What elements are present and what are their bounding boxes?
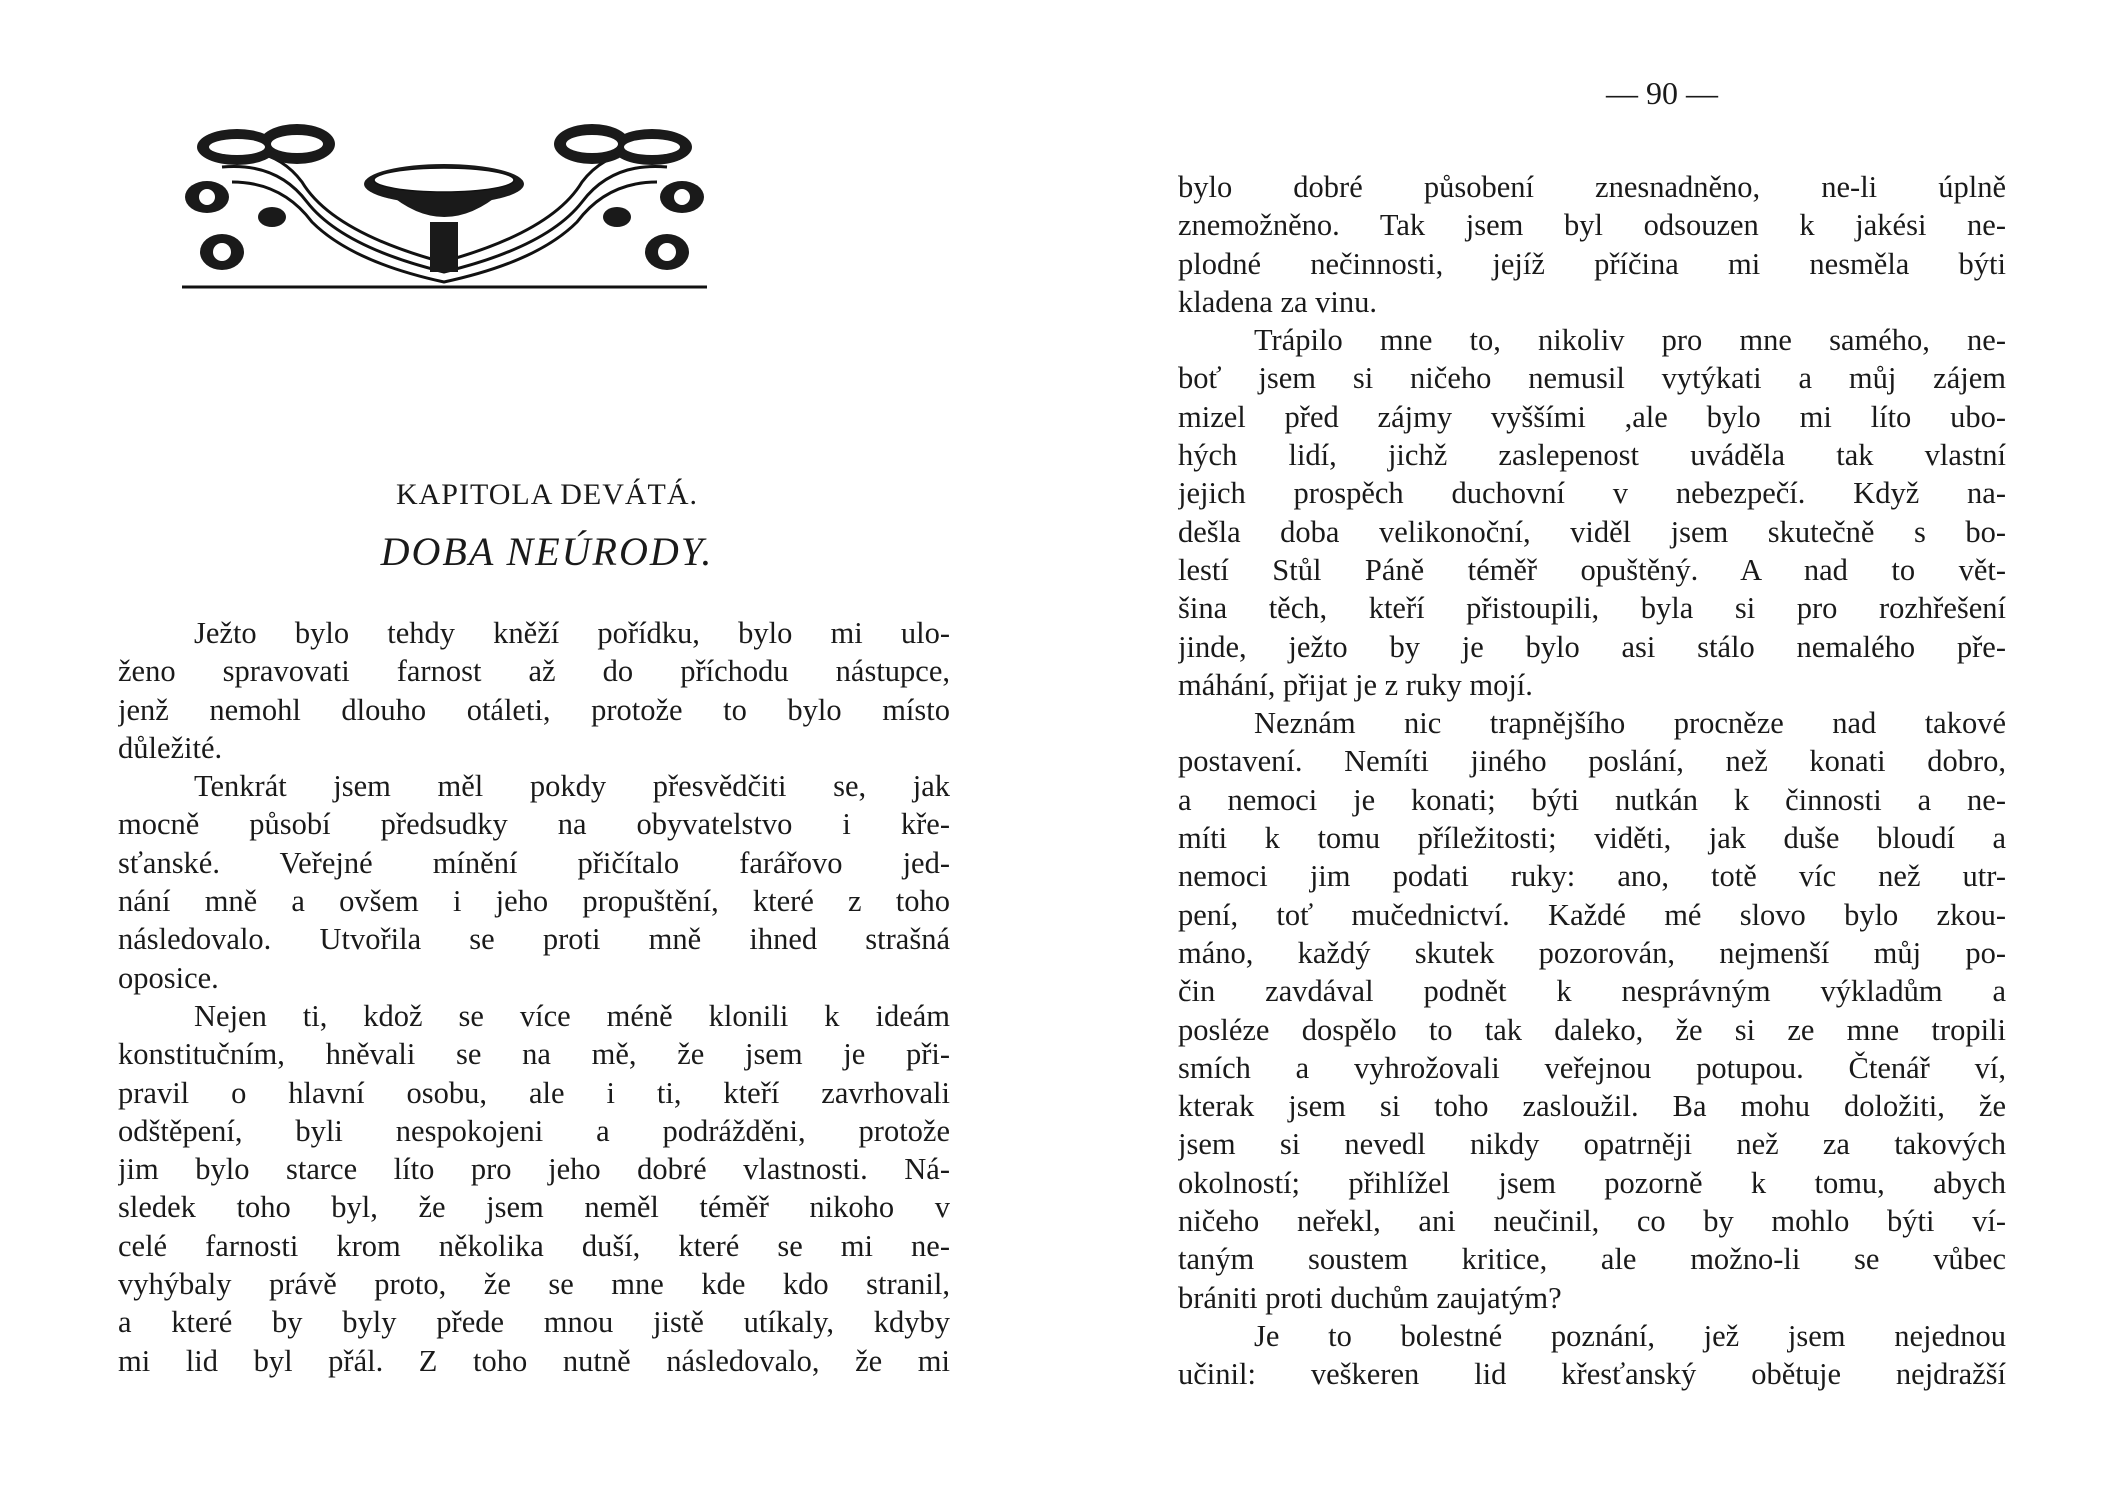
text-line: nání mně a ovšem i jeho propuštění, které z toho: [118, 884, 950, 919]
text-line: Je to bolestné poznání, jež jsem nejednou: [1254, 1318, 2006, 1353]
text-line: celé farnosti krom několika duší, které se mi ne-: [118, 1228, 950, 1263]
text-line: šina těch, kteří přistoupili, byla si pro rozhřešení: [1178, 591, 2006, 626]
text-line: a nemoci je konati; býti nutkán k činnosti a ne-: [1178, 782, 2006, 817]
text-line: plodné nečinnosti, jejíž příčina mi nesměla býti: [1178, 246, 2006, 281]
text-line: bylo dobré působení znesnadněno, ne-li úplně: [1178, 170, 2006, 204]
text-line: hých lidí, jichž zaslepenost uváděla tak vlastní: [1178, 438, 2006, 473]
text-line: jejich prospěch duchovní v nebezpečí. Když na-: [1178, 476, 2006, 511]
text-line: postavení. Nemíti jiného poslání, než konati dobro,: [1178, 744, 2006, 779]
text-line: kladena za vinu.: [1178, 284, 1378, 319]
art-nouveau-ornament-icon: [182, 122, 707, 292]
right-page: [1054, 0, 2108, 1500]
text-line: boť jsem si ničeho nemusil vytýkati a můj zájem: [1178, 361, 2006, 396]
text-line: konstitučním, hněvali se na mě, že jsem je při-: [118, 1037, 950, 1072]
text-line: sťanské. Veřejné mínění přičítalo farářovo jed-: [118, 845, 950, 880]
text-line: dešla doba velikonoční, viděl jsem skutečně s bo-: [1178, 514, 2006, 549]
page-number: — 90 —: [1606, 75, 1718, 111]
text-line: máno, každý skutek pozorován, nejmenší můj po-: [1178, 935, 2006, 970]
text-line: znemožněno. Tak jsem byl odsouzen k jakési ne-: [1178, 208, 2006, 243]
text-line: následovalo. Utvořila se proti mně ihned strašná: [118, 922, 950, 957]
text-line: ničeho neřekl, ani neučinil, co by mohlo býti ví-: [1178, 1204, 2006, 1239]
text-line: lestí Stůl Páně téměř opuštěný. A nad to vět-: [1178, 552, 2006, 587]
text-line: ženo spravovati farnost až do příchodu nástupce,: [118, 654, 950, 689]
text-line: Neznám nic trapnějšího procněze nad takové: [1254, 706, 2006, 741]
text-line: jenž nemohl dlouho otáleti, protože to bylo místo: [118, 692, 950, 727]
text-line: čin zavdával podnět k nesprávným výkladům a: [1178, 974, 2006, 1009]
text-line: pravil o hlavní osobu, ale i ti, kteří zavrhovali: [118, 1075, 950, 1110]
text-line: mi lid byl přál. Z toho nutně následovalo, že mi: [118, 1343, 950, 1378]
text-line: okolností; přihlížel jsem pozorně k tomu, abych: [1178, 1165, 2006, 1200]
chapter-title: DOBA NEÚRODY.: [380, 529, 714, 574]
text-line: jsem si nevedl nikdy opatrněji než za takových: [1178, 1127, 2006, 1162]
text-line: jim bylo starce líto pro jeho dobré vlastnosti. Ná-: [118, 1152, 950, 1187]
text-line: máhání, přijat je z ruky mojí.: [1178, 667, 1533, 702]
text-line: pení, toť mučednictví. Každé mé slovo bylo zkou-: [1178, 897, 2006, 932]
text-line: a které by byly přede mnou jistě utíkaly, kdyby: [118, 1305, 950, 1340]
right-page-body: [1178, 168, 2006, 1394]
text-line: mocně působí předsudky na obyvatelstvo i kře-: [118, 807, 950, 842]
text-line: posléze dospělo to tak daleko, že si ze mne tropili: [1178, 1012, 2006, 1047]
text-line: odštěpení, byli nespokojeni a podrážděni, protože: [118, 1113, 950, 1148]
text-line: sledek toho byl, že jsem neměl téměř nikoho v: [118, 1190, 950, 1225]
text-line: mizel před zájmy vyššími ,ale bylo mi líto ubo-: [1178, 399, 2006, 434]
chapter-label: KAPITOLA DEVÁTÁ.: [395, 478, 699, 511]
text-line: kterak jsem si toho zasloužil. Ba mohu doložiti, že: [1178, 1089, 2006, 1124]
text-line: Trápilo mne to, nikoliv pro mne samého, ne-: [1254, 323, 2006, 358]
text-line: Tenkrát jsem měl pokdy přesvědčiti se, jak: [194, 769, 950, 804]
text-line: důležité.: [118, 730, 223, 765]
text-line: nemoci jim podati ruky: ano, totě víc než utr-: [1178, 859, 2006, 894]
text-line: jinde, ježto by je bylo asi stálo nemalého pře-: [1178, 629, 2006, 664]
text-line: Ježto bylo tehdy kněží pořídku, bylo mi ulo-: [194, 616, 950, 650]
text-line: učinil: veškeren lid křesťanský obětuje nejdražší: [1178, 1357, 2006, 1392]
text-line: vyhýbaly právě proto, že se mne kde kdo stranil,: [118, 1267, 950, 1302]
left-page-body: [118, 614, 950, 1380]
text-line: míti k tomu příležitosti; viděti, jak duše bloudí a: [1178, 821, 2006, 856]
text-line: smích a vyhrožovali veřejnou potupou. Čtenář ví,: [1178, 1050, 2006, 1085]
text-line: Nejen ti, kdož se více méně klonili k ideám: [194, 998, 950, 1033]
text-line: taným soustem kritice, ale možno-li se vůbec: [1178, 1242, 2006, 1277]
text-line: oposice.: [118, 960, 219, 995]
text-line: brániti proti duchům zaujatým?: [1178, 1280, 1562, 1315]
